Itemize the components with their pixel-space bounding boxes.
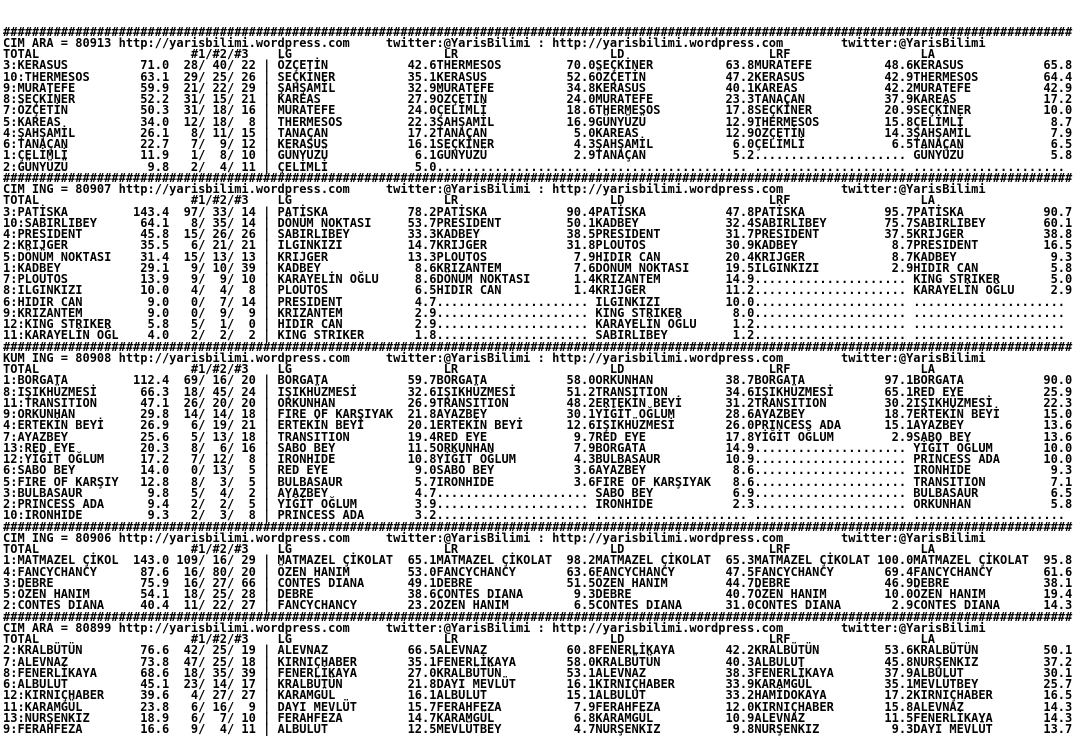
column-header-row: TOTAL #1/#2/#3 LG LR LD LRF LA [3, 193, 935, 208]
table-row: 2:CONTES DIANA 40.4 11/ 22/ 27 | FANCYCHANCY 23.2ÖZEN HANIM 6.5CONTES DIANA 31.0CONTES DIANA 2.9CONTES DIANA 14.3 [3, 598, 1073, 613]
table-row: 12:KING STRIKER 5.8 5/ 1/ 0 | HIDIR CAN 2.9..................... KARAYELİN OĞLU 1.2..................... ..................... [3, 317, 1073, 331]
column-header-row: TOTAL #1/#2/#3 LG LR LD LRF LA [3, 542, 935, 556]
table-row: 2:KRIJGER 35.5 6/ 21/ 21 | ILGINKIZI 14.7KRIJGER 31.8PLOUTOS 30.9KADBEY 8.7PRESIDENT 16.5 [3, 238, 1073, 253]
table-row: 9:ORKUNHAN 29.8 14/ 14/ 18 | FIRE OF KARŞIYAK 21.8AYAZBEY 30.1YİĞİT OĞLUM 28.6AYAZBEY 18.7ERTEKİN BEYİ 15.0 [3, 407, 1073, 421]
table-row: 12:YİĞİT OĞLUM 17.2 7/ 12/ 8 | IRONHIDE 10.8YİĞİT OĞLUM 4.3BULBASAUR 10.9..................... PRINCESS ADA 10.0 [3, 452, 1073, 466]
section-divider: #################################################################################################################################################### [3, 24, 1073, 39]
table-row: 13:NURŞENKIZ 18.9 6/ 7/ 10 | FERAHFEZA 14.7KARAMGÜL 6.8KARAMGÜL 10.9ALEVNAZ 11.5FENERLİKAYA 14.3 [3, 710, 1073, 725]
table-row: 5:KAREAS 34.0 12/ 18/ 8 | THERMESOS 22.3ŞAHŞAMİL 16.9GÜNYÜZÜ 12.9THERMESOS 15.8ÇELİMLİ 8.7 [3, 114, 1073, 129]
table-row: 4:PRESIDENT 45.8 15/ 26/ 26 | SABIRLIBEY 33.3KADBEY 38.5PRESIDENT 31.7PRESIDENT 37.5KRIJGER 38.8 [3, 227, 1073, 241]
table-row: 2:GÜNYÜZÜ 9.8 2/ 4/ 11 | ÇELİMLİ 5.0..................... ..................... ..................... ..................... [3, 159, 1073, 174]
table-row: 6:HIDIR CAN 9.0 0/ 7/ 14 | PRESIDENT 4.7..................... ILGINKIZI 10.0..................... ..................... [3, 294, 1073, 309]
table-row: 5:ÖZEN HANIM 54.1 18/ 25/ 28 | DEBRE 38.6CONTES DIANA 9.3DEBRE 40.7ÖZEN HANIM 10.0ÖZEN HANIM 19.4 [3, 587, 1073, 601]
table-row: 4:FANCYCHANCY 87.6 16/ 80/ 20 | ÖZEN HANIM 53.0FANCYCHANCY 63.6FANCYCHANCY 47.5FANCYCHANCY 69.4FANCYCHANCY 61.6 [3, 564, 1073, 579]
table-row: 2:PRINCESS ADA 9.4 2/ 2/ 5 | YİĞİT OĞLUM 3.9..................... IRONHIDE 2.3..................... ORKUNHAN 5.8 [3, 497, 1073, 511]
table-row: 12:KIRNIÇHABER 39.6 4/ 27/ 27 | KARAMGÜL 16.1ALBULUT 15.1ALBULUT 33.2HAMİDOKAYA 17.2KIRNIÇHABER 16.5 [3, 688, 1073, 703]
race-section-80908 [3, 339, 1077, 523]
table-row: 9:MURATEFE 59.9 21/ 22/ 29 | ŞAHŞAMİL 32.9MURATEFE 34.8KERASUS 40.1KAREAS 42.2MURATEFE 42.9 [3, 80, 1073, 95]
race-section-80899 [3, 609, 1077, 736]
column-header-row: TOTAL #1/#2/#3 LG LR LD LRF LA [3, 47, 935, 61]
table-row: 7:ÖZÇETİN 50.3 31/ 18/ 16 | MURATEFE 24.0ÇELİMLİ 18.6THERMESOS 17.8SEÇKİNER 20.9SEÇKİNER 10.0 [3, 103, 1073, 118]
table-row: 11:KARAMGÜL 23.8 6/ 16/ 9 | DAYI MEVLÜT 15.7FERAHFEZA 7.9FERAHFEZA 12.0KIRNIÇHABER 15.8ALEVNAZ 14.3 [3, 699, 1073, 714]
table-row: 9:FERAHFEZA 16.6 9/ 4/ 11 | ALBULUT 12.5MEVLÜTBEY 4.7NURŞENKIZ 9.8NURŞENKIZ 9.3DAYI MEVLÜT 13.7 [3, 722, 1073, 736]
table-row: 1:KADBEY 29.1 9/ 10/ 39 | KADBEY 8.6KRIZANTEM 7.6DÖNÜM NOKTASI 19.5ILGINKIZI 2.9HIDIR CAN 5.8 [3, 260, 1073, 275]
table-row: 5:FIRE OF KARŞIY 12.8 8/ 3/ 5 | BULBASAUR 5.7IRONHIDE 3.6FIRE OF KARŞIYAK 8.6..................... TRANSITION 7.1 [3, 474, 1073, 489]
table-row: 8:IŞIKHÜZMESİ 66.3 18/ 45/ 24 | IŞIKHÜZMESİ 32.6IŞIKHÜZMESİ 51.2TRANSITION 34.6IŞIKHÜZMESİ 65.1RED EYE 25.9 [3, 384, 1073, 399]
table-row: 4:ERTEKİN BEYİ 26.9 6/ 19/ 21 | ERTEKİN BEYİ 20.1ERTEKİN BEYİ 12.6IŞIKHÜZMESİ 26.0PRINCESS ADA 15.1AYAZBEY 13.6 [3, 418, 1073, 433]
section-divider: #################################################################################################################################################### [3, 170, 1073, 185]
table-row: 5:DÖNÜM NOKTASI 31.4 15/ 13/ 13 | KRIJGER 13.3PLOUTOS 7.9HIDIR CAN 20.4KRIJGER 8.7KADBEY 9.3 [3, 249, 1073, 264]
race-section-80907 [3, 170, 1077, 343]
section-header: CIM ARA = 80899 http://yarisbilimi.wordpress.com twitter:@YarisBilimi : http://yarisbilimi.wordpress.com twitter:@YarisBilimi [3, 620, 986, 635]
column-header-row: TOTAL #1/#2/#3 LG LR LD LRF LA [3, 362, 935, 376]
table-row: 2:KRALBÜTÜN 76.6 42/ 25/ 19 | ALEVNAZ 66.5ALEVNAZ 60.8FENERLİKAYA 42.2KRALBÜTÜN 53.6KRALBÜTÜN 50.1 [3, 643, 1073, 658]
table-row: 8:ILGINKIZI 10.0 4/ 4/ 8 | PLOUTOS 6.5HIDIR CAN 1.4KRIJGER 11.2..................... KARAYELİN OĞLU 2.9 [3, 283, 1073, 298]
table-row: 11:TRANSITION 47.1 26/ 20/ 20 | ORKUNHAN 26.9TRANSITION 48.2ERTEKİN BEYİ 31.2TRANSITION 30.2IŞIKHÜZMESİ 22.3 [3, 395, 1073, 410]
column-header-row: TOTAL #1/#2/#3 LG LR LD LRF LA [3, 632, 935, 646]
table-row: 6:ALBULUT 45.1 23/ 14/ 17 | KRALBÜTÜN 21.8DAYI MEVLÜT 16.1KIRNIÇHABER 33.9KARAMGÜL 35.1MEVLÜTBEY 25.7 [3, 677, 1073, 691]
section-divider: #################################################################################################################################################### [3, 339, 1073, 354]
table-row: 8:FENERLİKAYA 68.6 18/ 35/ 39 | FENERLİKAYA 27.0KRALBÜTÜN 53.1ALEVNAZ 38.3FENERLİKAYA 37.9ALBULUT 30.1 [3, 665, 1073, 680]
table-row: 1:BORGATA 112.4 69/ 16/ 20 | BORGATA 59.7BORGATA 58.0ORKUNHAN 38.7BORGATA 97.1BORGATA 90.0 [3, 373, 1073, 388]
table-row: 7:ALEVNAZ 73.8 47/ 25/ 18 | KIRNIÇHABER 35.1FENERLİKAYA 58.0KRALBÜTÜN 40.3ALBULUT 45.8NURŞENKIZ 37.2 [3, 654, 1073, 669]
table-row: 10:SABIRLIBEY 64.1 8/ 35/ 14 | DÖNÜM NOKTASI 53.7PRESIDENT 50.1KADBEY 32.4SABIRLIBEY 75.7SABIRLIBEY 60.1 [3, 215, 1073, 230]
section-divider: #################################################################################################################################################### [3, 609, 1073, 624]
table-row: 10:IRONHIDE 9.3 2/ 3/ 8 | PRINCESS ADA 3.2..................... ..................... ..................... ..................... [3, 508, 1073, 523]
table-row: 1:MATMAZEL ÇİKOL 143.0 109/ 16/ 29 | MATMAZEL ÇİKOLAT 65.1MATMAZEL ÇİKOLAT 98.2MATMAZEL ÇİKOLAT 65.3MATMAZEL ÇİKOLAT 100.0MATMAZEL ÇİKOLAT 95.8 [3, 553, 1073, 568]
table-row: 7:AYAZBEY 25.6 5/ 13/ 18 | TRANSITION 19.4RED EYE 9.7RED EYE 17.8YİĞİT OĞLUM 2.9SABO BEY 13.6 [3, 429, 1073, 444]
table-row: 3:PATİSKA 143.4 97/ 33/ 14 | PATİSKA 78.2PATİSKA 90.4PATİSKA 47.8PATİSKA 95.7PATİSKA 90.7 [3, 204, 1073, 219]
table-row: 6:TANAÇAN 22.7 7/ 9/ 12 | KERASUS 16.1SEÇKİNER 4.3ŞAHŞAMİL 6.0ÇELİMLİ 6.5TANAÇAN 6.5 [3, 137, 1073, 151]
table-row: 3:KERASUS 71.0 28/ 40/ 22 | ÖZÇETİN 42.6THERMESOS 70.0SEÇKİNER 63.8MURATEFE 48.6KERASUS 65.8 [3, 58, 1073, 73]
table-row: 6:SABO BEY 14.0 0/ 13/ 5 | RED EYE 9.0SABO BEY 3.6AYAZBEY 8.6..................... IRONHIDE 9.3 [3, 463, 1073, 478]
table-row: 11:KARAYELİN OĞL 4.0 2/ 2/ 2 | KING STRIKER 1.8..................... SABIRLIBEY 1.2..................... ..................... [3, 328, 1073, 343]
section-header: KUM ING = 80908 http://yarisbilimi.wordpress.com twitter:@YarisBilimi : http://yarisbilimi.wordpress.com twitter:@YarisBilimi [3, 350, 986, 365]
table-row: 7:PLOUTOS 13.9 9/ 9/ 10 | KARAYELİN OĞLU 8.6DÖNÜM NOKTASI 1.4KRIZANTEM 14.9..................... KING STRIKER 5.0 [3, 272, 1073, 286]
table-row: 1:ÇELİMLİ 11.9 1/ 8/ 10 | GÜNYÜZÜ 6.1GÜNYÜZÜ 2.9TANAÇAN 5.2..................... GÜNYÜZÜ 5.8 [3, 148, 1073, 163]
table-row: 3:DEBRE 75.9 16/ 27/ 66 | CONTES DIANA 49.1DEBRE 51.5ÖZEN HANIM 44.7DEBRE 46.9DEBRE 38.1 [3, 575, 1073, 590]
section-header: CIM ING = 80907 http://yarisbilimi.wordpress.com twitter:@YarisBilimi : http://yarisbilimi.wordpress.com twitter:@YarisBilimi [3, 182, 986, 196]
table-row: 10:THERMESOS 63.1 29/ 25/ 26 | SEÇKİNER 35.1KERASUS 52.6ÖZÇETİN 47.2KERASUS 42.9THERMESOS 64.4 [3, 69, 1073, 84]
table-row: 13:RED EYE 20.3 8/ 6/ 16 | SABO BEY 11.5ORKUNHAN 7.9BORGATA 14.9..................... YİĞİT OĞLUM 10.0 [3, 440, 1073, 455]
table-row: 3:BULBASAUR 9.8 5/ 4/ 2 | AYAZBEY 4.7..................... SABO BEY 6.9..................... BULBASAUR 6.5 [3, 485, 1073, 500]
section-divider: #################################################################################################################################################### [3, 519, 1073, 534]
race-section-80906 [3, 519, 1077, 613]
table-row: 4:ŞAHŞAMİL 26.1 8/ 11/ 15 | TANAÇAN 17.2TANAÇAN 5.0KAREAS 12.9ÖZÇETİN 14.3ŞAHŞAMİL 7.9 [3, 125, 1073, 140]
race-section-80913 [3, 24, 1077, 174]
table-row: 8:SEÇKİNER 52.2 31/ 15/ 21 | KAREAS 27.9ÖZÇETİN 24.0MURATEFE 23.3TANAÇAN 37.9KAREAS 17.2 [3, 92, 1073, 106]
table-row: 9:KRIZANTEM 9.0 0/ 9/ 9 | KRIZANTEM 2.9..................... KING STRIKER 8.0..................... ..................... [3, 305, 1073, 320]
report-sections [3, 24, 1077, 736]
section-header: CIM ING = 80906 http://yarisbilimi.wordpress.com twitter:@YarisBilimi : http://yarisbilimi.wordpress.com twitter:@YarisBilimi [3, 530, 986, 545]
section-header: CIM ARA = 80913 http://yarisbilimi.wordpress.com twitter:@YarisBilimi : http://yarisbilimi.wordpress.com twitter:@YarisBilimi [3, 35, 986, 50]
